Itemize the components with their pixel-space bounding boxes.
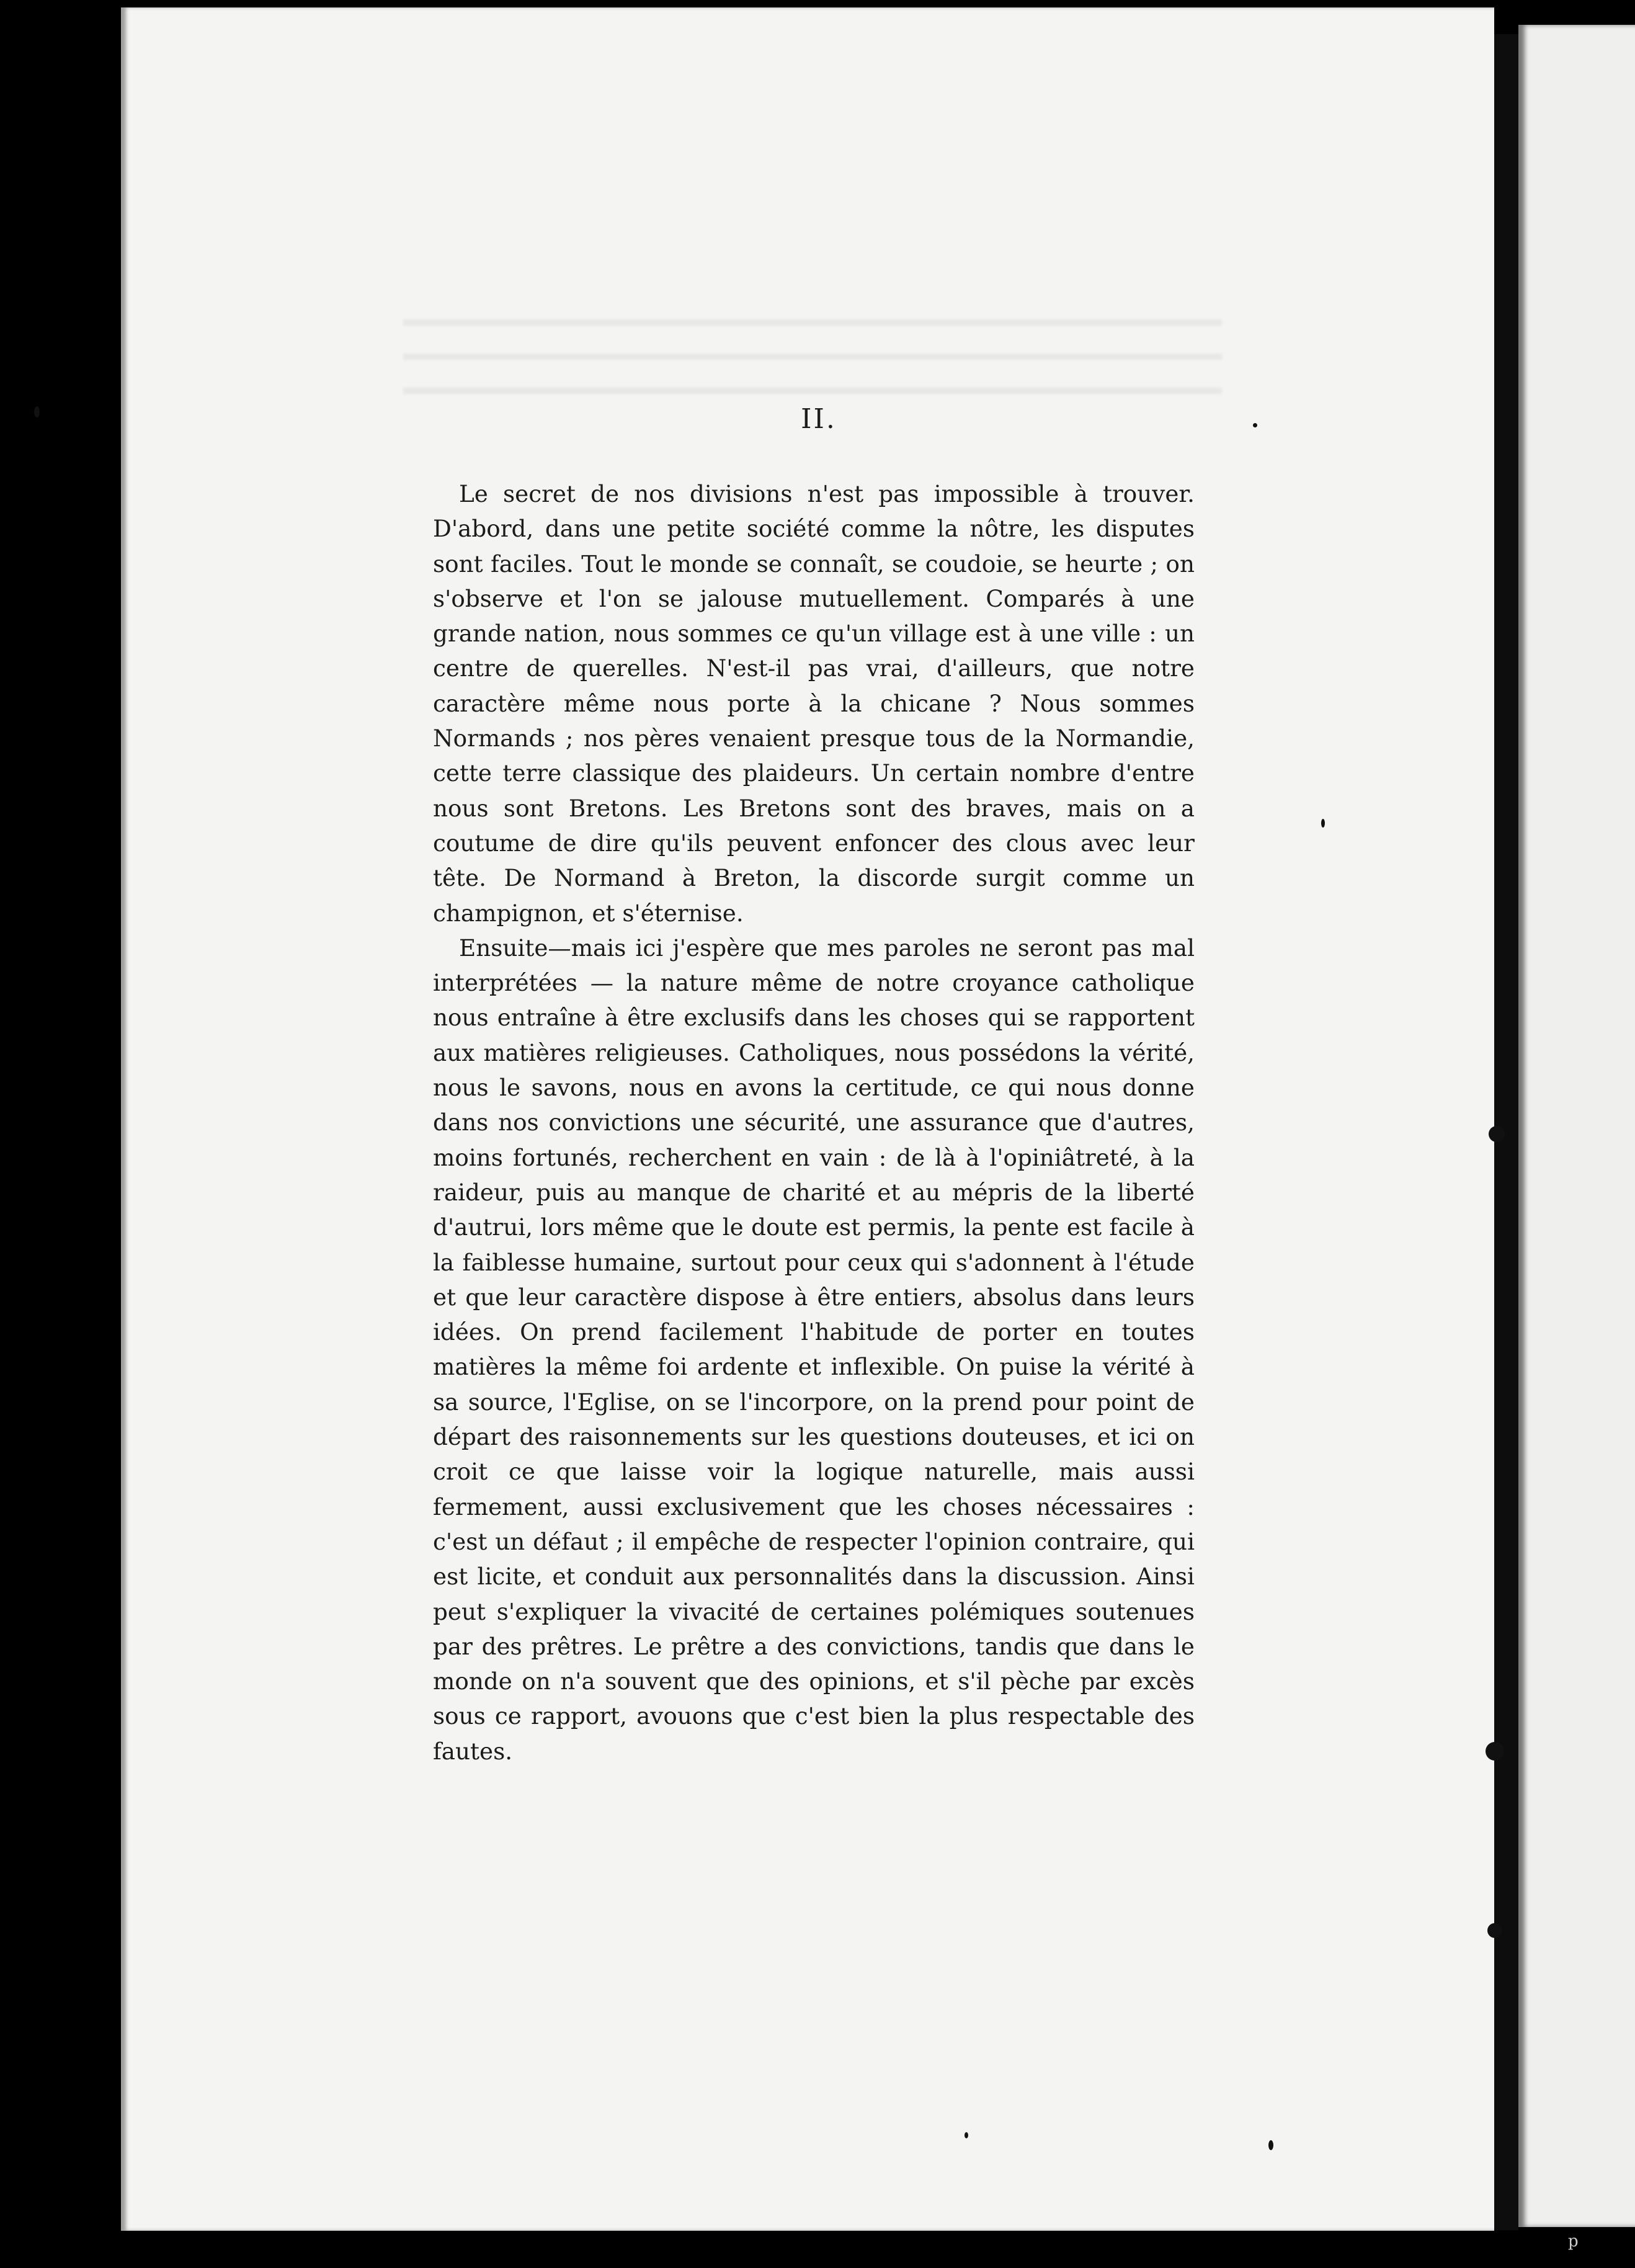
binding-clip-mark: [1486, 1742, 1504, 1761]
ink-speck: [1253, 423, 1257, 427]
paragraph-2: Ensuite—mais ici j'espère que mes paroles ne seront pas mal interprétées — la nature même de notre croyance catholique nous entraîne à être exclusifs dans les choses qui se rapportent aux matières religieuses. Catholiques, nous possédons la vérité, nous le savons, nous en avons la certitude, ce qui nous donne dans nos convictions une sécurité, une assurance que d'autres, moins fortunés, recherchent en vain : de là à l'opiniâtreté, à la raideur, puis au manque de charité et au mépris de la liberté d'autrui, lors même que le doute est permis, la pente est facile à la faiblesse humaine, surtout pour ceux qui s'adonnent à l'étude et que leur caractère dispose à être entiers, absolus dans leurs idées. On prend facilement l'habitude de porter en toutes matières la même foi ardente et inflexible. On puise la vérité à sa source, l'Eglise, on se l'incorpore, on la prend pour point de départ des raisonnements sur les questions douteuses, et ici on croit ce que laisse voir la logique naturelle, mais aussi fermement, aussi exclusivement que les choses nécessaires : c'est un défaut ; il empêche de respecter l'opinion contraire, qui est licite, et conduit aux personnalités dans la discussion. Ainsi peut s'expliquer la vivacité de certaines polémiques soutenues par des prêtres. Le prêtre a des convictions, tandis que dans le monde on n'a souvent que des opinions, et s'il pèche par excès sous ce rapport, avouons que c'est bien la plus respectable des fautes.: [433, 934, 1195, 1765]
next-page-edge: [1518, 25, 1635, 2227]
ink-speck: [965, 2132, 968, 2138]
show-through-text: [403, 319, 1222, 413]
ink-speck: [1268, 2140, 1273, 2150]
ink-speck: [1321, 819, 1325, 828]
binding-clip-mark: [1489, 1126, 1505, 1142]
binding-clip-mark: [1487, 1923, 1502, 1938]
ink-speck: [34, 406, 40, 417]
paragraph-1: Le secret de nos divisions n'est pas impossible à trouver. D'abord, dans une petite société comme la nôtre, les disputes sont faciles. Tout le monde se connaît, se coudoie, se heurte ; on s'observe et l'on se jalouse mutuellement. Comparés à une grande nation, nous sommes ce qu'un village est à une ville : un centre de querelles. N'est-il pas vrai, d'ailleurs, que notre caractère même nous porte à la chicane ? Nous sommes Normands ; nos pères venaient presque tous de la Normandie, cette terre classique des plaideurs. Un certain nombre d'entre nous sont Bretons. Les Bretons sont des braves, mais on a coutume de dire qu'ils peuvent enfoncer des clous avec leur tête. De Normand à Breton, la discorde surgit comme un champignon, et s'éternise.: [433, 480, 1195, 927]
section-number: II.: [801, 403, 837, 435]
corner-mark: p: [1568, 2232, 1579, 2251]
body-text: [433, 476, 1195, 1769]
